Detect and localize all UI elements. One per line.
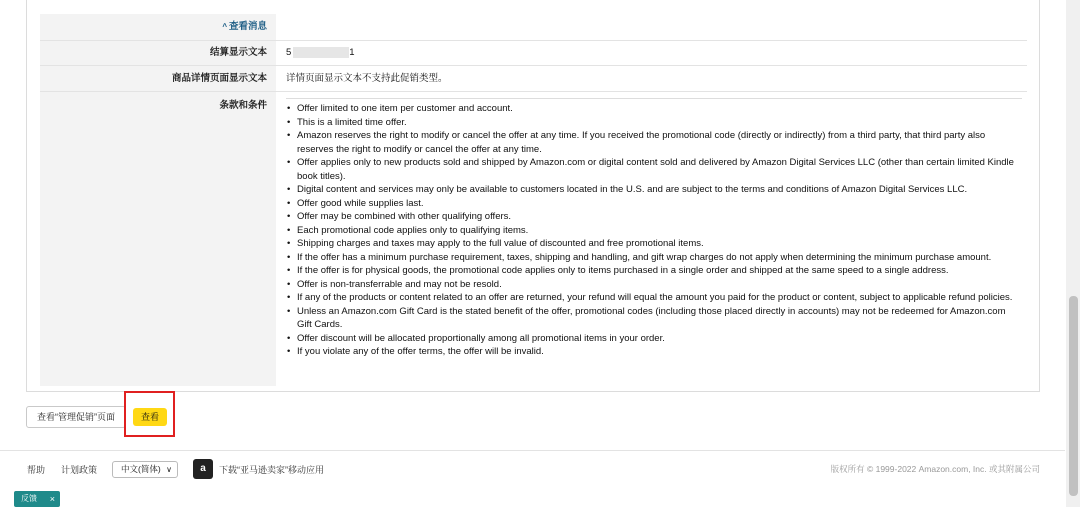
terms-item: • Offer limited to one item per customer and account. — [286, 102, 1022, 116]
promotion-detail-table — [40, 14, 1027, 386]
copyright-text: 版权所有 © 1999-2022 Amazon.com, Inc. 或其附属公司 — [830, 464, 1040, 474]
redacted-text-blur — [293, 47, 349, 58]
terms-label: 条款和条件 — [40, 92, 276, 387]
terms-item: • Unless an Amazon.com Gift Card is the stated benefit of the offer, promotional codes (including those placed directly in accounts) may not be redeemed for Amazon.com Gift Cards. — [286, 305, 1022, 332]
view-message-cell — [40, 14, 276, 41]
terms-item: • If the offer has a minimum purchase requirement, taxes, shipping and handling, and gift wrap charges do not apply when determining the minimum purchase amount. — [286, 251, 1022, 265]
terms-item: • If the offer is for physical goods, the promotional code applies only to items purchased in a single order and shipped at the same speed to a single address. — [286, 264, 1022, 278]
terms-scroll-box[interactable] — [286, 98, 1022, 386]
terms-item: • This is a limited time offer. — [286, 116, 1022, 130]
terms-item: • Offer applies only to new products sold and shipped by Amazon.com or digital content sold and delivered by Amazon Digital Services LLC (other than certain limited Kindle book titles). — [286, 156, 1022, 183]
terms-row — [40, 92, 1027, 387]
amazon-seller-app-icon[interactable]: a — [193, 459, 213, 479]
scrollbar-thumb[interactable] — [1069, 296, 1078, 496]
terms-list — [286, 102, 1022, 359]
terms-item: • Offer discount will be allocated proportionally among all promotional items in your order. — [286, 332, 1022, 346]
terms-item: • Shipping charges and taxes may apply to the full value of discounted and free promotional items. — [286, 237, 1022, 251]
checkout-text-row — [40, 41, 1027, 66]
terms-item: • Amazon reserves the right to modify or cancel the offer at any time. If you received the promotional code (directly or indirectly) from a third party, that third party also reserves the right to modify or cancel the offer at any time. — [286, 129, 1022, 156]
view-message-link[interactable]: ^ 查看消息 — [222, 21, 267, 32]
close-icon[interactable]: × — [49, 494, 55, 504]
detail-page-text-label: 商品详情页面显示文本 — [40, 66, 276, 92]
feedback-tab[interactable] — [14, 491, 60, 507]
download-app-link[interactable]: 下载“亚马逊卖家”移动应用 — [219, 465, 324, 475]
program-policies-link[interactable]: 计划政策 — [61, 465, 98, 475]
language-select[interactable] — [112, 461, 178, 478]
footer — [0, 450, 1065, 507]
checkout-text-value — [276, 41, 1027, 66]
checkout-text-prefix: 5 — [286, 47, 292, 58]
view-message-row — [40, 14, 1027, 41]
terms-item: • Offer is non-transferrable and may not be resold. — [286, 278, 1022, 292]
feedback-label: 反馈 — [21, 494, 37, 503]
checkout-text-suffix: 1 — [349, 47, 355, 58]
view-manage-promotions-button[interactable]: 查看“管理促销”页面 — [26, 406, 126, 428]
terms-item: • Digital content and services may only be available to customers located in the U.S. and are subject to the terms and conditions of Amazon Digital Services LLC. — [286, 183, 1022, 197]
detail-page-text-row — [40, 66, 1027, 92]
terms-item: • Offer good while supplies last. — [286, 197, 1022, 211]
view-button[interactable]: 查看 — [133, 408, 167, 426]
terms-value — [276, 92, 1027, 387]
terms-item: • If you violate any of the offer terms, the offer will be invalid. — [286, 345, 1022, 359]
terms-item: • Each promotional code applies only to qualifying items. — [286, 224, 1022, 238]
annotation-highlight-box — [124, 391, 175, 437]
view-message-value — [276, 14, 1027, 41]
promotion-detail-panel — [26, 0, 1040, 392]
help-link[interactable]: 帮助 — [27, 465, 46, 475]
terms-item: • Offer may be combined with other qualifying offers. — [286, 210, 1022, 224]
detail-page-text-value: 详情页面显示文本不支持此促销类型。 — [276, 66, 1027, 92]
page-scrollbar[interactable] — [1066, 0, 1080, 507]
language-select-value: 中文(简体) — [121, 464, 161, 474]
terms-item: • If any of the products or content related to an offer are returned, your refund will equal the amount you paid for the product or content, subject to applicable refund policies. — [286, 291, 1022, 305]
chevron-down-icon: ∨ — [166, 465, 172, 474]
caret-up-icon: ^ — [222, 22, 227, 31]
checkout-text-label: 结算显示文本 — [40, 41, 276, 66]
